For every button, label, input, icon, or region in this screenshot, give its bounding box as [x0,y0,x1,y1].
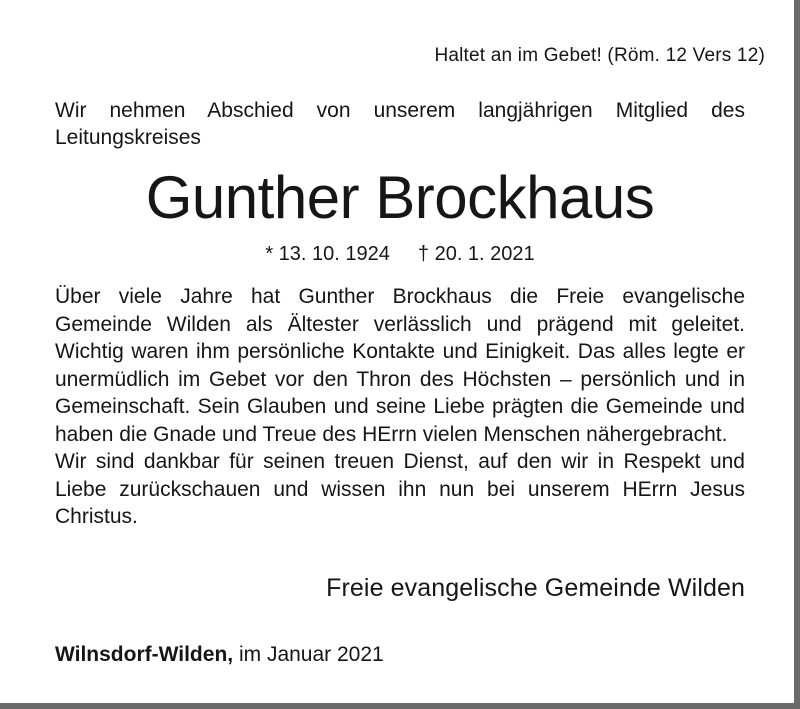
intro-text: Wir nehmen Abschied von unserem langjährigen Mitglied des Leitungskreises [55,99,745,149]
life-dates [0,243,800,266]
obituary-body [55,283,745,531]
deceased-name: Gunther Brockhaus [145,164,655,231]
signature: Freie evangelische Gemeinde Wilden [326,574,745,602]
body-paragraph-2: Wir sind dankbar für seinen treuen Dienst, auf den wir in Respekt und Liebe zurückschauen und wissen ihn nun bei unserem HErrn Jesus Christus. [55,450,745,528]
body-paragraph-1: Über viele Jahre hat Gunther Brockhaus die Freie evangelische Gemeinde Wilden als Ältester verlässlich und prägend mit geleitet. Wichtig waren ihm persönliche Kontakte und Einigkeit. Das alles legte er unermüdlich im Gebet vor den Thron des Höchsten – persönlich und in Gemeinschaft. Sein Glauben und seine Liebe prägten die Gemeinde und haben die Gnade und Treue des HErrn vielen Menschen nähergebracht. [55,285,745,446]
bible-verse: Haltet an im Gebet! (Röm. 12 Vers 12) [434,45,765,66]
place-and-date [55,643,384,667]
death-date: † 20. 1. 2021 [417,243,535,265]
date: im Januar 2021 [238,643,384,666]
birth-date: * 13. 10. 1924 [265,243,390,265]
place: Wilnsdorf-Wilden, [55,643,234,666]
